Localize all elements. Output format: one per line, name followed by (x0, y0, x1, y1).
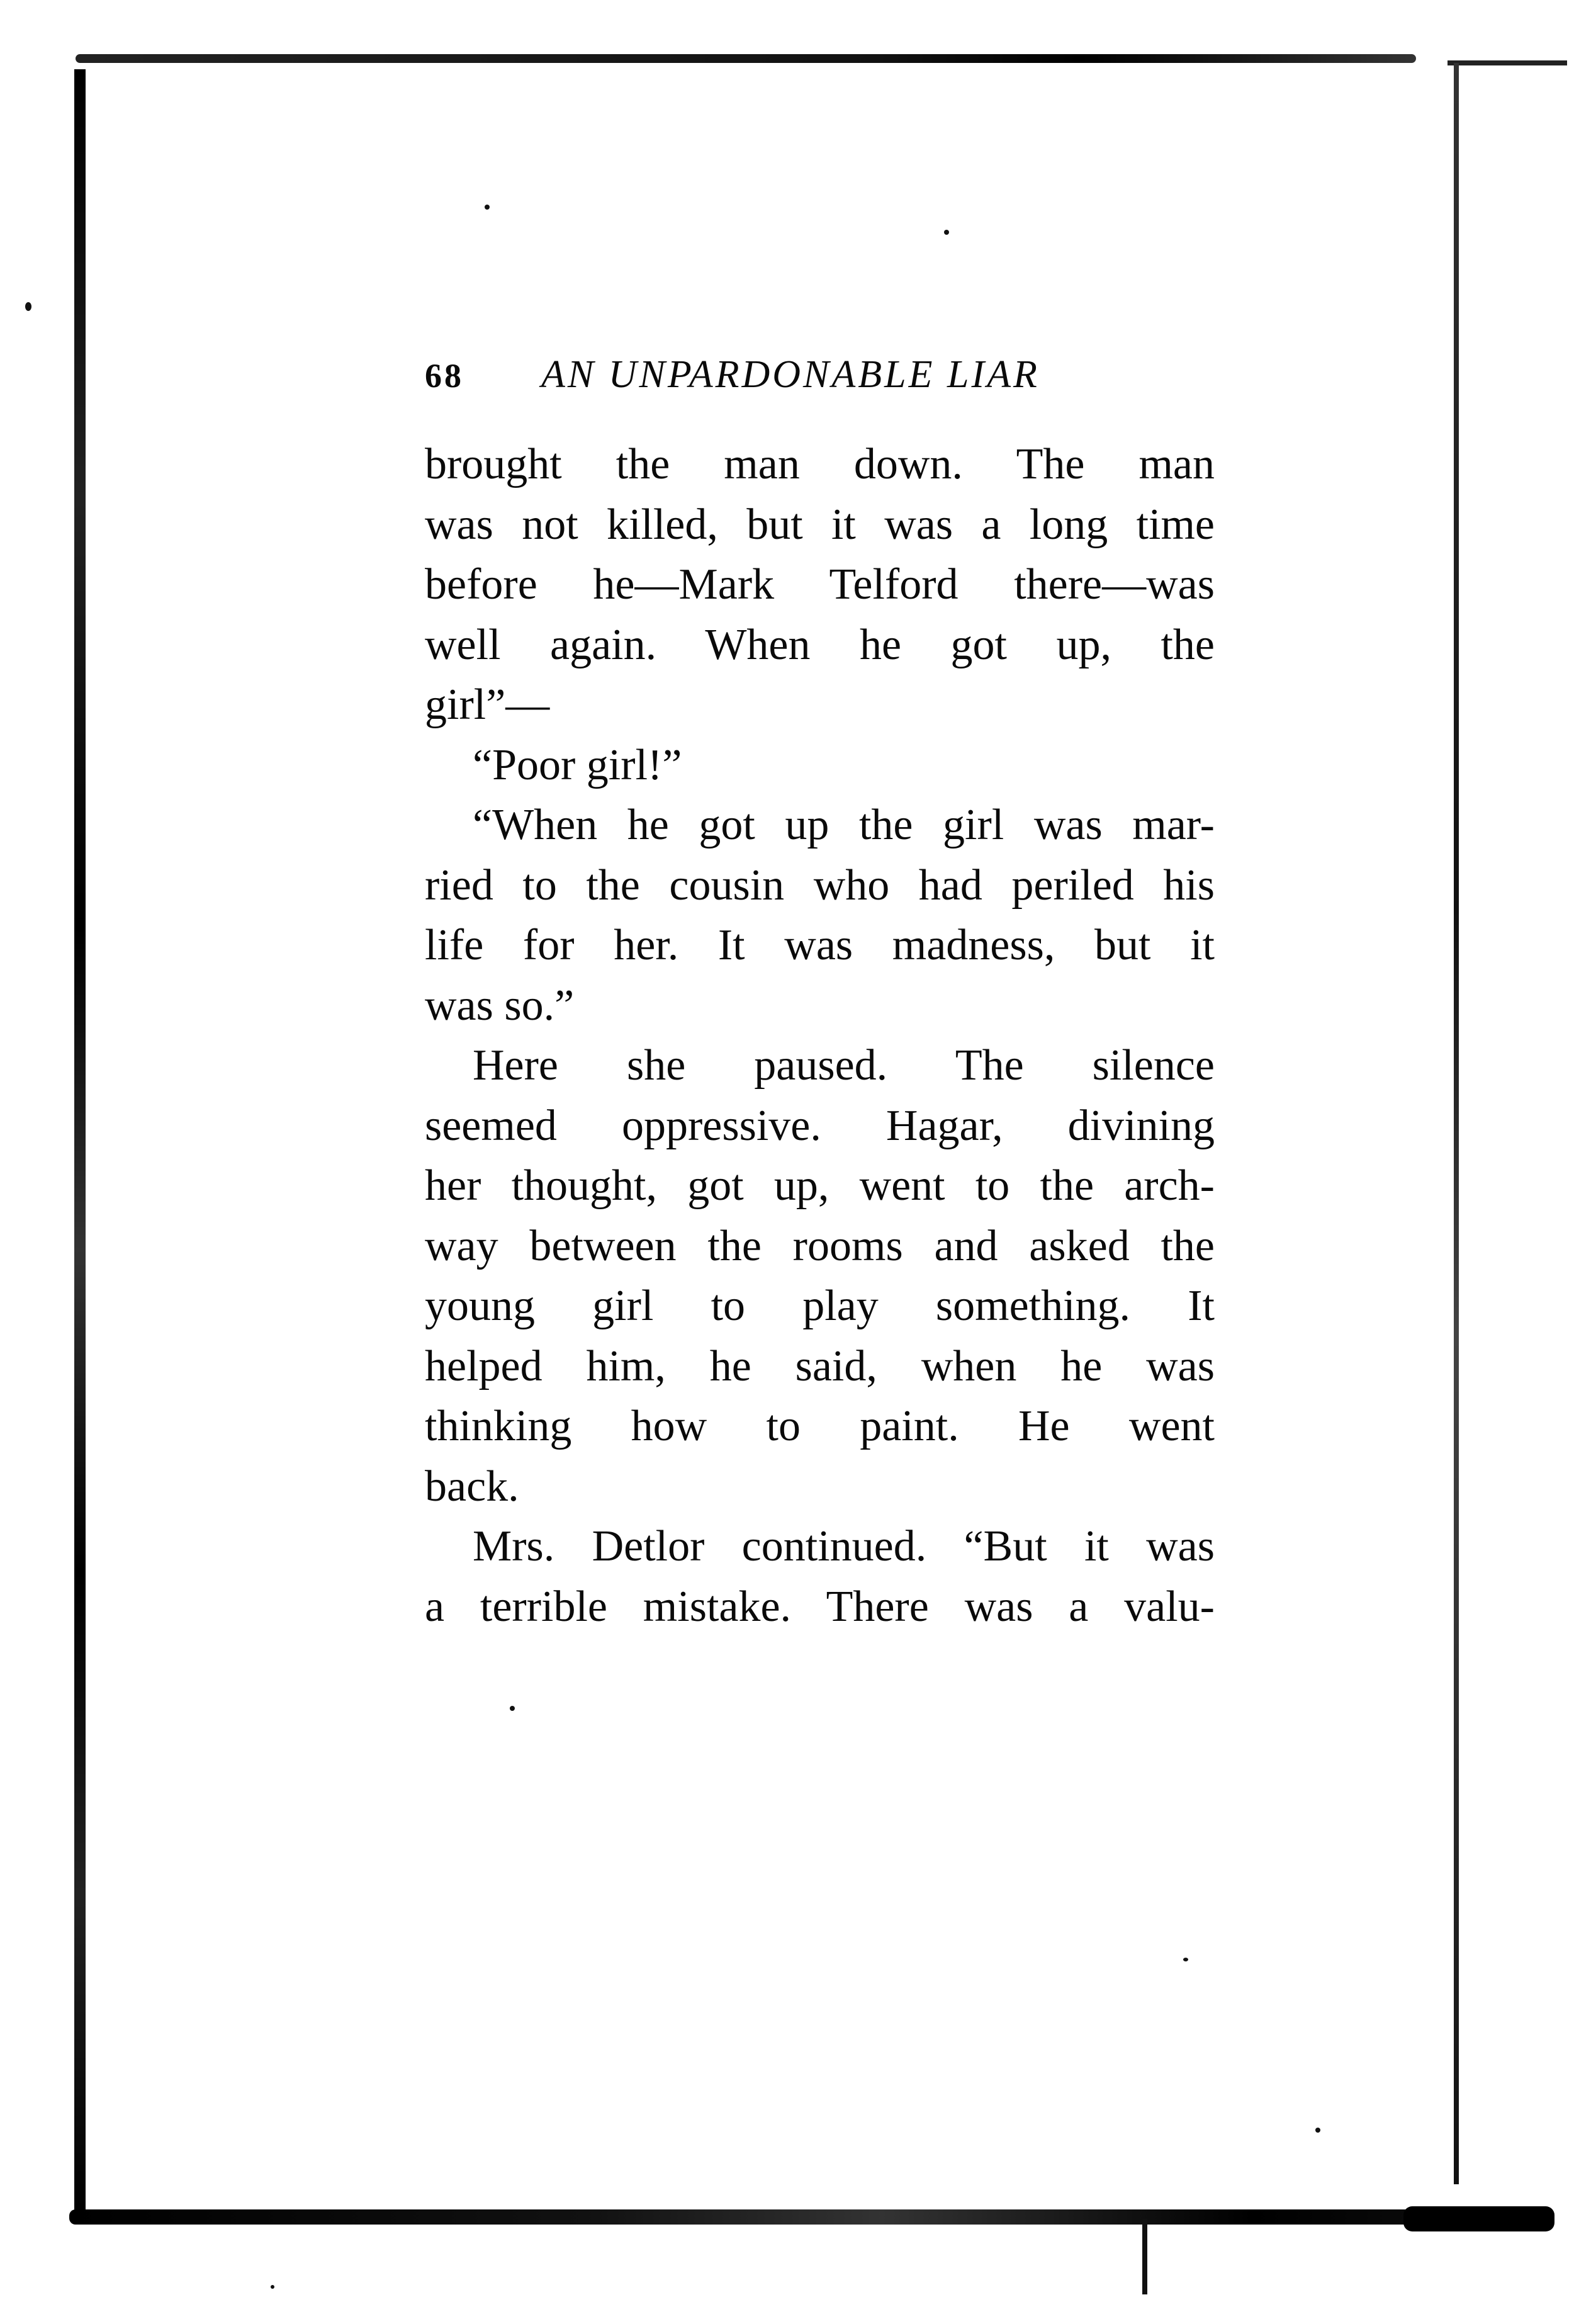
text-line: was so.” (425, 981, 575, 1030)
page-edge-bottom-right (1403, 2206, 1554, 2231)
text-line: brought the man down. The man (425, 440, 1215, 488)
text-line: a terrible mistake. There was a valu- (425, 1582, 1215, 1631)
text-line: Here she paused. The silence (473, 1041, 1215, 1090)
text-line: thinking how to paint. He went (425, 1402, 1215, 1450)
dust-speck (271, 2285, 274, 2289)
page-edge-bottom-hook (1142, 2219, 1147, 2294)
page-edge-top (76, 54, 1416, 63)
page-edge-top-right (1448, 60, 1567, 65)
text-line: ried to the cousin who had periled his (425, 860, 1215, 910)
dust-speck (485, 205, 490, 210)
body-text (425, 434, 1215, 1637)
text-line: girl”— (425, 680, 550, 729)
dust-speck (510, 1706, 515, 1711)
text-line: young girl to play something. It (425, 1282, 1215, 1330)
running-title: AN UNPARDONABLE LIAR (541, 353, 1040, 396)
text-line: “When he got up the girl was mar- (473, 801, 1215, 849)
text-line: well again. When he got up, the (425, 620, 1215, 669)
text-line: Mrs. Detlor continued. “But it was (473, 1522, 1215, 1571)
dust-speck (25, 302, 31, 311)
text-line: was not killed, but it was a long time (425, 500, 1215, 549)
text-line: life for her. It was madness, but it (425, 921, 1215, 969)
page-edge-left (74, 69, 86, 2216)
text-line: her thought, got up, went to the arch- (425, 1161, 1215, 1210)
dust-speck (1183, 1958, 1188, 1961)
text-line: “Poor girl!” (473, 740, 682, 789)
text-line: before he—Mark Telford there—was (425, 560, 1215, 609)
dust-speck (1315, 2128, 1320, 2133)
running-head (425, 353, 1215, 409)
page-edge-bottom (69, 2209, 1548, 2225)
dust-speck (944, 230, 949, 235)
text-line: back. (425, 1462, 519, 1511)
text-line: helped him, he said, when he was (425, 1341, 1215, 1390)
text-line: way between the rooms and asked the (425, 1221, 1215, 1270)
page-number: 68 (425, 357, 464, 395)
book-page (425, 353, 1215, 1637)
page-edge-right (1454, 63, 1459, 2184)
text-line: seemed oppressive. Hagar, divining (425, 1101, 1215, 1150)
